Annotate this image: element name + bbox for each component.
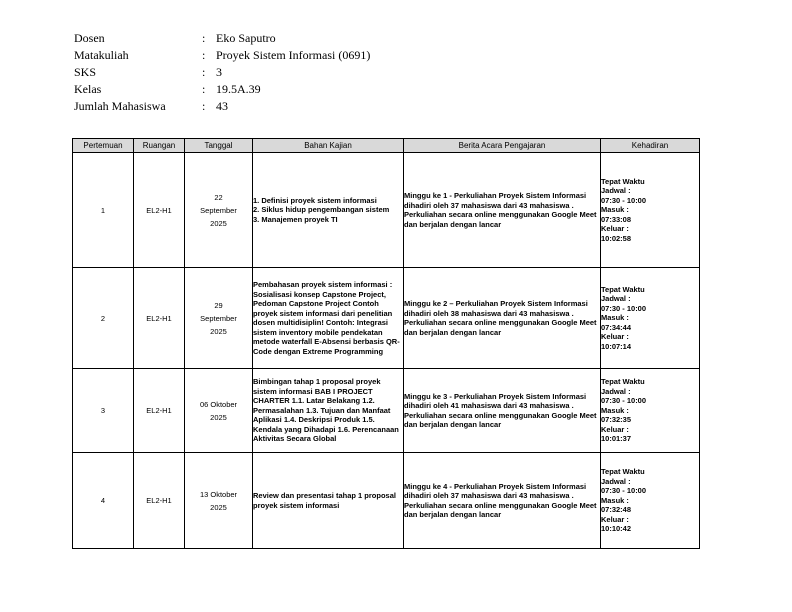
table-header-row <box>73 139 700 153</box>
info-colon: : <box>202 99 206 113</box>
attendance-in-time: 07:34:44 <box>601 322 632 332</box>
cell-berita-acara: Minggu ke 4 - Perkuliahan Proyek Sistem Informasi dihadiri oleh 37 mahasiswa dari 43 mahasiswa . Perkuliahan secara online menggunakan Google Meet dan berjalan dengan lancar <box>404 453 601 549</box>
cell-kehadiran <box>601 153 700 268</box>
cell-ruangan: EL2-H1 <box>134 153 185 268</box>
info-colon: : <box>202 65 206 79</box>
attendance-status: Tepat Waktu <box>601 176 645 186</box>
info-value: 43 <box>216 99 228 113</box>
attendance-in-label: Masuk : <box>601 205 629 215</box>
attendance-out-label: Keluar : <box>601 424 629 434</box>
cell-ruangan: EL2-H1 <box>134 369 185 453</box>
cell-berita-acara: Minggu ke 1 - Perkuliahan Proyek Sistem Informasi dihadiri oleh 37 mahasiswa dari 43 mahasiswa . Perkuliahan secara online menggunakan Google Meet dan berjalan dengan lancar <box>404 153 601 268</box>
attendance-schedule: 07:30 - 10:00 <box>601 195 647 205</box>
attendance-out-label: Keluar : <box>601 224 629 234</box>
info-label: Kelas <box>74 82 102 96</box>
cell-berita-acara: Minggu ke 3 - Perkuliahan Proyek Sistem Informasi dihadiri oleh 41 mahasiswa dari 43 mahasiswa . Perkuliahan secara online menggunakan Google Meet dan berjalan dengan lancar <box>404 369 601 453</box>
table-row <box>73 453 700 549</box>
info-value: Eko Saputro <box>216 31 276 45</box>
info-value: 3 <box>216 65 222 79</box>
attendance-schedule-label: Jadwal : <box>601 186 631 196</box>
info-label: Matakuliah <box>74 48 129 62</box>
info-row-sks <box>74 64 370 81</box>
table-row <box>73 153 700 268</box>
column-header-kehadiran: Kehadiran <box>601 139 700 153</box>
attendance-in-label: Masuk : <box>601 313 629 323</box>
cell-kehadiran <box>601 453 700 549</box>
attendance-status: Tepat Waktu <box>601 467 645 477</box>
attendance-in-label: Masuk : <box>601 405 629 415</box>
info-colon: : <box>202 82 206 96</box>
info-value: 19.5A.39 <box>216 82 261 96</box>
attendance-out-label: Keluar : <box>601 332 629 342</box>
column-header-bahan-kajian: Bahan Kajian <box>253 139 404 153</box>
cell-bahan-kajian: Bimbingan tahap 1 proposal proyek sistem informasi BAB I PROJECT CHARTER 1.1. Latar Belakang 1.2. Permasalahan 1.3. Tujuan dan Manfaat Aplikasi 1.4. Deskripsi Produk 1.5. Kendala yang Dihadapi 1.6. Perencanaan Aktivitas Secara Global <box>253 369 404 453</box>
column-header-berita-acara: Berita Acara Pengajaran <box>404 139 601 153</box>
cell-ruangan: EL2-H1 <box>134 453 185 549</box>
attendance-in-label: Masuk : <box>601 495 629 505</box>
cell-bahan-kajian: 1. Definisi proyek sistem informasi 2. Siklus hidup pengembangan sistem 3. Manajemen proyek TI <box>253 153 404 268</box>
attendance-schedule: 07:30 - 10:00 <box>601 396 647 406</box>
attendance-schedule-label: Jadwal : <box>601 294 631 304</box>
cell-tanggal: 22 September 2025 <box>185 153 253 268</box>
info-label: SKS <box>74 65 97 79</box>
cell-tanggal: 06 Oktober 2025 <box>185 369 253 453</box>
attendance-status: Tepat Waktu <box>601 377 645 387</box>
cell-bahan-kajian: Pembahasan proyek sistem informasi : Sosialisasi konsep Capstone Project, Pedoman Capstone Project Contoh proyek sistem informasi dari penelitian dosen multidisiplin! Contoh: Integrasi sistem inventory mobile pendekatan metode waterfall E-Absensi berbasis QR-Code dengan Extreme Programming <box>253 268 404 369</box>
attendance-out-time: 10:02:58 <box>601 233 632 243</box>
column-header-ruangan: Ruangan <box>134 139 185 153</box>
table-row <box>73 268 700 369</box>
info-row-kelas <box>74 81 370 98</box>
info-row-matakuliah <box>74 47 370 64</box>
teaching-journal-table <box>72 138 700 549</box>
attendance-in-time: 07:32:35 <box>601 415 632 425</box>
attendance-in-time: 07:33:08 <box>601 214 632 224</box>
cell-pertemuan: 1 <box>73 153 134 268</box>
cell-pertemuan: 3 <box>73 369 134 453</box>
table-row <box>73 369 700 453</box>
column-header-tanggal: Tanggal <box>185 139 253 153</box>
cell-kehadiran <box>601 268 700 369</box>
attendance-schedule-label: Jadwal : <box>601 386 631 396</box>
attendance-status: Tepat Waktu <box>601 284 645 294</box>
cell-berita-acara: Minggu ke 2 – Perkuliahan Proyek Sistem Informasi dihadiri oleh 38 mahasiswa dari 43 mahasiswa . Perkuliahan secara online menggunakan Google Meet dan berjalan dengan lancar <box>404 268 601 369</box>
info-row-dosen <box>74 30 370 47</box>
attendance-schedule: 07:30 - 10:00 <box>601 486 647 496</box>
info-colon: : <box>202 31 206 45</box>
attendance-schedule-label: Jadwal : <box>601 476 631 486</box>
cell-pertemuan: 2 <box>73 268 134 369</box>
cell-kehadiran <box>601 369 700 453</box>
info-row-jumlah-mahasiswa <box>74 98 370 115</box>
attendance-in-time: 07:32:48 <box>601 505 632 515</box>
cell-ruangan: EL2-H1 <box>134 268 185 369</box>
info-value: Proyek Sistem Informasi (0691) <box>216 48 371 62</box>
column-header-pertemuan: Pertemuan <box>73 139 134 153</box>
info-label: Jumlah Mahasiswa <box>74 99 166 113</box>
attendance-out-time: 10:01:37 <box>601 434 632 444</box>
cell-bahan-kajian: Review dan presentasi tahap 1 proposal proyek sistem informasi <box>253 453 404 549</box>
attendance-out-time: 10:07:14 <box>601 341 632 351</box>
attendance-schedule: 07:30 - 10:00 <box>601 303 647 313</box>
cell-pertemuan: 4 <box>73 453 134 549</box>
cell-tanggal: 29 September 2025 <box>185 268 253 369</box>
cell-tanggal: 13 Oktober 2025 <box>185 453 253 549</box>
course-info-header <box>74 30 370 115</box>
attendance-out-time: 10:10:42 <box>601 524 632 534</box>
info-colon: : <box>202 48 206 62</box>
attendance-out-label: Keluar : <box>601 514 629 524</box>
info-label: Dosen <box>74 31 105 45</box>
